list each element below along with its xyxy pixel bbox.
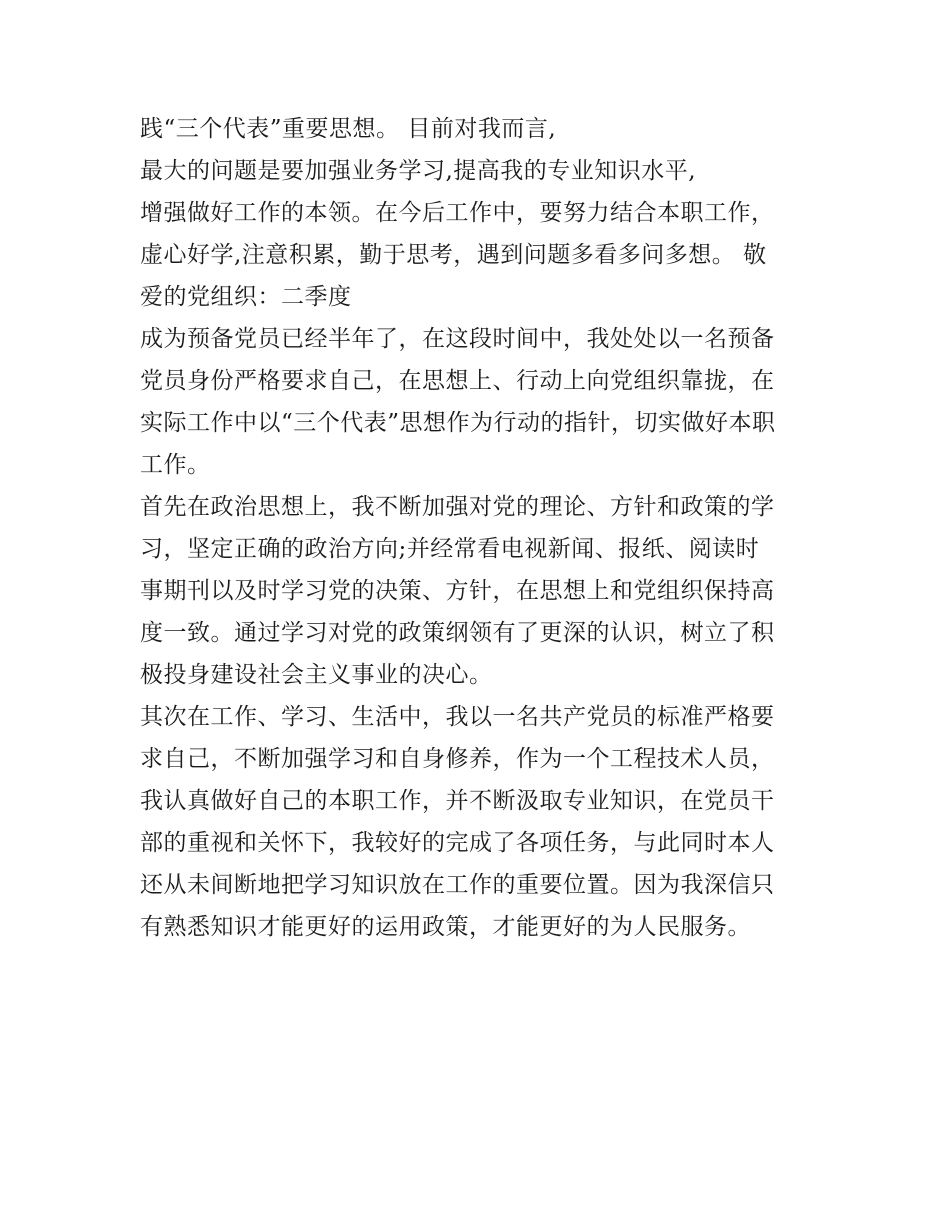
text-line: 事期刊以及时学习党的决策、方针，在思想上和党组织保持高 <box>140 578 775 604</box>
document-body <box>140 108 830 948</box>
text-line: 践“三个代表”重要思想。 目前对我而言, <box>140 116 557 142</box>
text-line: 求自己，不断加强学习和自身修养，作为一个工程技术人员， <box>140 746 775 772</box>
text-line: 我认真做好自己的本职工作，并不断汲取专业知识，在党员干 <box>140 788 775 814</box>
text-line: 实际工作中以“三个代表”思想作为行动的指针，切实做好本职 <box>140 410 776 436</box>
text-line: 部的重视和关怀下，我较好的完成了各项任务，与此同时本人 <box>140 830 775 856</box>
text-line: 首先在政治思想上，我不断加强对党的理论、方针和政策的学 <box>140 494 775 520</box>
text-line: 还从未间断地把学习知识放在工作的重要位置。因为我深信只 <box>140 872 775 898</box>
text-line: 其次在工作、学习、生活中，我以一名共产党员的标准严格要 <box>140 704 775 730</box>
text-line: 有熟悉知识才能更好的运用政策，才能更好的为人民服务。 <box>140 914 751 940</box>
text-line: 虚心好学,注意积累，勤于思考，遇到问题多看多问多想。 敬 <box>140 242 767 268</box>
text-line: 增强做好工作的本领。在今后工作中，要努力结合本职工作， <box>140 200 775 226</box>
text-line: 度一致。通过学习对党的政策纲领有了更深的认识，树立了积 <box>140 620 775 646</box>
text-line: 党员身份严格要求自己，在思想上、行动上向党组织靠拢，在 <box>140 368 775 394</box>
text-line: 极投身建设社会主义事业的决心。 <box>140 662 493 688</box>
text-line: 习，坚定正确的政治方向;并经常看电视新闻、报纸、阅读时 <box>140 536 760 562</box>
text-line: 最大的问题是要加强业务学习,提高我的专业知识水平, <box>140 158 697 184</box>
text-line: 工作。 <box>140 452 211 478</box>
text-line: 爱的党组织：二季度 <box>140 284 352 310</box>
text-line: 成为预备党员已经半年了，在这段时间中，我处处以一名预备 <box>140 326 775 352</box>
